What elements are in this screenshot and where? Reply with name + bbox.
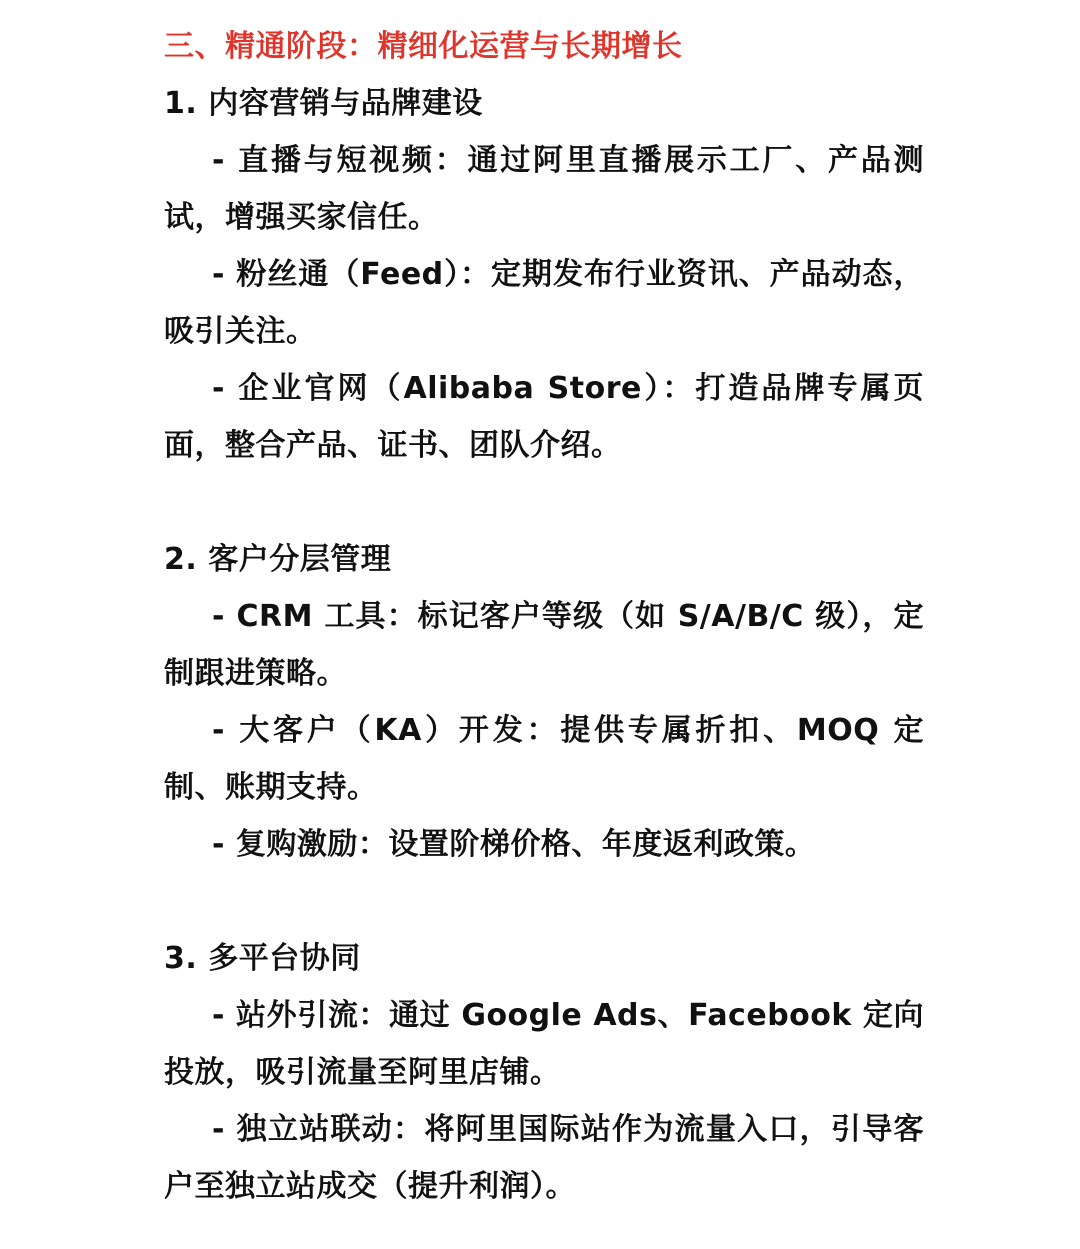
list-item: - 站外引流：通过 Google Ads、Facebook 定向投放，吸引流量至阿里店铺。	[164, 998, 924, 1090]
article-body	[164, 18, 924, 1215]
list-item: - 企业官网（Alibaba Store）：打造品牌专属页面，整合产品、证书、团队介绍。	[164, 371, 924, 463]
section-multi-platform	[164, 930, 924, 1215]
list-item: - CRM 工具：标记客户等级（如 S/A/B/C 级），定制跟进策略。	[164, 599, 924, 691]
section-heading: 3. 多平台协同	[164, 941, 361, 976]
paragraph-spacer	[164, 873, 924, 930]
paragraph-spacer	[164, 474, 924, 531]
list-item: - 直播与短视频：通过阿里直播展示工厂、产品测试，增强买家信任。	[164, 143, 924, 235]
section-heading: 2. 客户分层管理	[164, 542, 392, 577]
section-customer-tiers	[164, 531, 924, 873]
page-title: 三、精通阶段：精细化运营与长期增长	[164, 29, 683, 64]
list-item: - 粉丝通（Feed）：定期发布行业资讯、产品动态，吸引关注。	[164, 257, 924, 349]
section-heading: 1. 内容营销与品牌建设	[164, 86, 483, 121]
list-item: - 独立站联动：将阿里国际站作为流量入口，引导客户至独立站成交（提升利润）。	[164, 1112, 924, 1204]
list-item: - 复购激励：设置阶梯价格、年度返利政策。	[212, 827, 816, 862]
list-item: - 大客户（KA）开发：提供专属折扣、MOQ 定制、账期支持。	[164, 713, 924, 805]
section-content-marketing	[164, 75, 924, 474]
